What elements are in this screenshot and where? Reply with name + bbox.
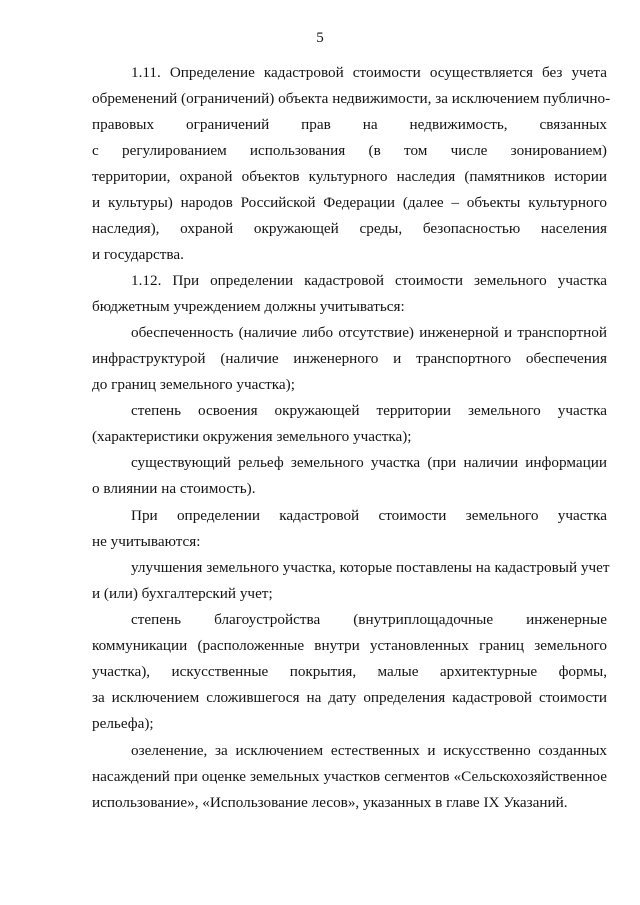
list-item-line: участка), искусственные покрытия, малые архитектурные формы, [92, 663, 607, 680]
paragraph-1-12-line: бюджетным учреждением должны учитываться: [92, 298, 405, 315]
list-item-line: обеспеченность (наличие либо отсутствие) инженерной и транспортной [131, 324, 607, 341]
paragraph-1-11-line: с регулированием использования (в том числе зонированием) [92, 142, 607, 159]
list-item-line: коммуникации (расположенные внутри установленных границ земельного [92, 637, 607, 654]
list-item-line: степень освоения окружающей территории земельного участка [131, 402, 607, 419]
list-item-line: и (или) бухгалтерский учет; [92, 585, 273, 602]
page-number: 5 [316, 30, 324, 46]
paragraph-1-11-line: обременений (ограничений) объекта недвижимости, за исключением публично- [92, 90, 611, 107]
paragraph-1-12-line: 1.12. При определении кадастровой стоимости земельного участка [131, 272, 607, 289]
list-item-line: рельефа); [92, 715, 154, 732]
list-item-line: существующий рельеф земельного участка (при наличии информации [131, 454, 607, 471]
paragraph-1-11-line: наследия), охраной окружающей среды, безопасностью населения [92, 220, 607, 237]
list-item-line: о влиянии на стоимость). [92, 480, 256, 497]
list-item-line: (характеристики окружения земельного участка); [92, 428, 412, 445]
paragraph-line: не учитываются: [92, 533, 201, 550]
paragraph-1-11-line: 1.11. Определение кадастровой стоимости осуществляется без учета [131, 64, 607, 81]
list-item-line: за исключением сложившегося на дату определения кадастровой стоимости [92, 689, 607, 706]
paragraph-1-11-line: территории, охраной объектов культурного наследия (памятников истории [92, 168, 607, 185]
list-item-line: насаждений при оценке земельных участков сегментов «Сельскохозяйственное [92, 768, 607, 785]
paragraph-1-11-line: правовых ограничений прав на недвижимость, связанных [92, 116, 607, 133]
list-item-line: инфраструктурой (наличие инженерного и транспортного обеспечения [92, 350, 607, 367]
paragraph-1-11-line: и государства. [92, 246, 184, 263]
paragraph-1-11-line: и культуры) народов Российской Федерации (далее – объекты культурного [92, 194, 607, 211]
list-item-line: степень благоустройства (внутриплощадочные инженерные [131, 611, 607, 628]
list-item-line: до границ земельного участка); [92, 376, 295, 393]
paragraph-line: При определении кадастровой стоимости земельного участка [131, 507, 607, 524]
list-item-line: озеленение, за исключением естественных и искусственно созданных [131, 742, 607, 759]
list-item-line: использование», «Использование лесов», указанных в главе IX Указаний. [92, 794, 568, 811]
list-item-line: улучшения земельного участка, которые поставлены на кадастровый учет [131, 559, 610, 576]
